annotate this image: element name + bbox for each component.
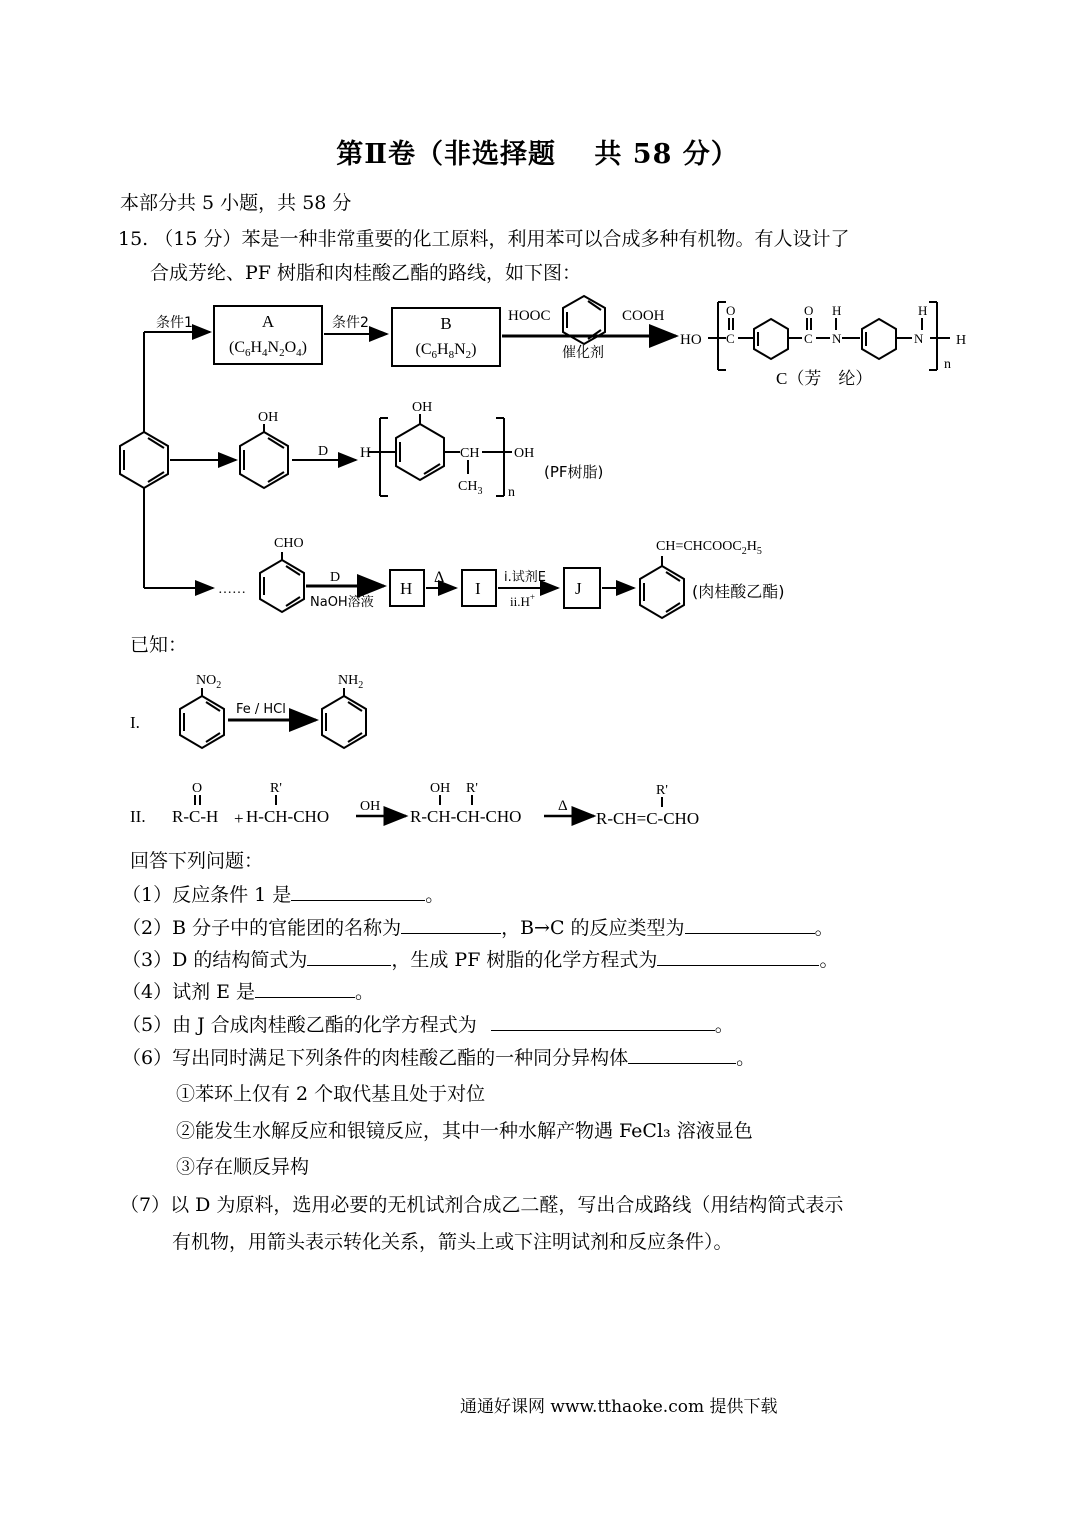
- q4-end: 。: [355, 981, 375, 1003]
- q2-text-a: （2）B 分子中的官能团的名称为: [122, 917, 402, 939]
- section-title: 第Ⅱ卷（非选择题 共 58 分）: [336, 139, 739, 170]
- polymer-end-h: H: [956, 333, 967, 348]
- question-5: [122, 1010, 734, 1037]
- q3-answer-blank-2[interactable]: [657, 947, 819, 966]
- carbonyl-C-2: C: [804, 331, 813, 346]
- nitrobenzene-ring: [180, 696, 224, 748]
- question-7-line2: 有机物，用箭头表示转化关系，箭头上或下注明试剂和反应条件）。: [172, 1231, 733, 1253]
- footer-source: 通通好课网 www.tthaoke.com 提供下载: [460, 1397, 778, 1417]
- q5-answer-blank[interactable]: [491, 1012, 715, 1031]
- nh2-label: $NH_2$: [338, 673, 364, 691]
- q3-text-b: ，生成 PF 树脂的化学方程式为: [391, 949, 658, 971]
- benzene-ring: [120, 432, 168, 488]
- q3-answer-blank-1[interactable]: [307, 947, 391, 966]
- B-label: B: [440, 314, 452, 333]
- question-stem: 苯是一种非常重要的化工原料，利用苯可以合成多种有机物。有人设计了: [241, 228, 850, 250]
- phenol-oh: OH: [258, 410, 279, 425]
- naoh-label: NaOH溶液: [310, 595, 374, 610]
- r2-label: H-CH-CHO: [246, 807, 330, 826]
- question-points: （15 分）: [154, 228, 242, 250]
- r2-r-label: R': [270, 781, 282, 796]
- intro-text: 本部分共 5 小题，共 58 分: [120, 192, 352, 214]
- C-aramid-label: C（芳 纶）: [776, 369, 873, 388]
- known-reactions: [0, 660, 1075, 840]
- aniline-ring: [322, 696, 366, 748]
- pf-resin-label: (PF树脂): [544, 463, 604, 481]
- dots: ……: [218, 582, 246, 597]
- phenol-ring: [240, 432, 288, 488]
- oh-condition: OH: [360, 799, 381, 814]
- pf-end-oh: OH: [514, 446, 535, 461]
- pf-ring: [396, 424, 444, 480]
- p1-oh-label: OH: [430, 781, 451, 796]
- known-II-label: II.: [130, 807, 146, 826]
- q5-end: 。: [714, 1014, 734, 1036]
- hooc-label: HOOC: [508, 308, 551, 324]
- pf-h: H: [360, 445, 371, 461]
- ester-substituent: $CH=CHCOOC_2H_5$: [656, 539, 762, 557]
- box-J: [564, 568, 600, 608]
- ethyl-cinnamate-label: (肉桂酸乙酯): [692, 582, 785, 601]
- carbonyl-C-1: C: [726, 331, 735, 346]
- known-I-label: I.: [130, 713, 140, 732]
- cooh-label: COOH: [622, 308, 665, 324]
- q5-text: （5）由 J 合成肉桂酸乙酯的化学方程式为: [122, 1014, 477, 1036]
- pf-ch3: $CH_3$: [458, 479, 483, 497]
- aramid-ring-1: [754, 319, 788, 359]
- catalyst-label: 催化剂: [562, 345, 604, 361]
- ethyl-cinnamate-ring: [640, 566, 684, 618]
- q4-text: （4）试剂 E 是: [122, 981, 256, 1003]
- reagent-ii: ii.H+: [510, 592, 535, 609]
- q6-text: （6）写出同时满足下列条件的肉桂酸乙酯的一种同分异构体: [122, 1047, 629, 1069]
- pf-ring-oh: OH: [412, 400, 433, 415]
- amide-H-1: H: [832, 303, 842, 318]
- cond2-label: 条件2: [332, 315, 369, 331]
- fe-hcl-label: Fe / HCl: [236, 702, 286, 717]
- D-label-2: D: [330, 570, 341, 585]
- cho-label: CHO: [274, 536, 304, 551]
- J-label: J: [575, 579, 582, 598]
- q6-answer-blank[interactable]: [628, 1045, 736, 1064]
- benzaldehyde-ring: [260, 560, 304, 612]
- carbonyl-O-1: O: [726, 303, 736, 318]
- q1-end: 。: [425, 884, 445, 906]
- I-label: I: [475, 579, 481, 598]
- condition-2: ②能发生水解反应和银镜反应，其中一种水解产物遇 FeCl₃ 溶液显色: [176, 1120, 753, 1142]
- condition-1: ①苯环上仅有 2 个取代基且处于对位: [176, 1083, 486, 1105]
- polymer-ho-label: HO: [680, 332, 702, 348]
- condition-3: ③存在顺反异构: [176, 1156, 310, 1178]
- pf-n: n: [508, 485, 515, 500]
- p1-r-label: R': [466, 781, 478, 796]
- question-stem-line2: 合成芳纶、PF 树脂和肉桂酸乙酯的路线，如下图：: [150, 262, 582, 284]
- q3-end: 。: [819, 949, 839, 971]
- p2-label: R-CH=C-CHO: [596, 809, 700, 828]
- question-stem-line1: [118, 224, 850, 251]
- question-1: [122, 880, 444, 907]
- answer-heading: 回答下列问题：: [130, 850, 264, 872]
- delta-label: Δ: [434, 569, 445, 586]
- question-4: [122, 977, 374, 1004]
- r1-label: R-C-H: [172, 807, 219, 826]
- synthesis-scheme: [0, 290, 1075, 630]
- D-label-1: D: [318, 444, 329, 459]
- question-7-line1: （7）以 D 为原料，选用必要的无机试剂合成乙二醛，写出合成路线（用结构简式表示: [120, 1194, 844, 1216]
- H-label: H: [400, 579, 413, 598]
- q3-text-a: （3）D 的结构简式为: [122, 949, 308, 971]
- polymer-n: n: [944, 357, 951, 372]
- r1-o-label: O: [192, 781, 203, 796]
- question-3: [122, 945, 838, 972]
- carbonyl-O-2: O: [804, 303, 814, 318]
- no2-label: $NO_2$: [196, 673, 222, 691]
- q1-answer-blank[interactable]: [291, 882, 425, 901]
- A-formula: $(C_6H_4N_2O_4)$: [228, 339, 308, 359]
- q1-text: （1）反应条件 1 是: [122, 884, 292, 906]
- amide-N-1: N: [832, 331, 842, 346]
- q2-end: 。: [814, 917, 834, 939]
- pf-ch: CH: [460, 446, 480, 461]
- cond1-label: 条件1: [156, 315, 193, 331]
- amide-N-2: N: [914, 331, 924, 346]
- q6-end: 。: [736, 1047, 756, 1069]
- A-label: A: [261, 312, 275, 331]
- reagent-i: i.试剂E: [504, 570, 546, 585]
- delta-2-label: Δ: [558, 798, 568, 814]
- q2-answer-blank-2[interactable]: [685, 915, 815, 934]
- q4-answer-blank[interactable]: [255, 979, 355, 998]
- q2-text-b: ，B→C 的反应类型为: [501, 917, 685, 939]
- p1-label: R-CH-CH-CHO: [410, 807, 522, 826]
- aramid-ring-2: [862, 319, 896, 359]
- q2-answer-blank-1[interactable]: [401, 915, 501, 934]
- question-number: 15.: [118, 228, 149, 250]
- question-2: [122, 913, 834, 940]
- plus-label: +: [234, 809, 244, 828]
- question-6: [122, 1043, 755, 1070]
- p2-r-label: R': [656, 783, 668, 798]
- known-heading: 已知：: [130, 634, 188, 656]
- amide-H-2: H: [918, 303, 928, 318]
- B-formula: $(C_6H_8N_2)$: [415, 341, 477, 361]
